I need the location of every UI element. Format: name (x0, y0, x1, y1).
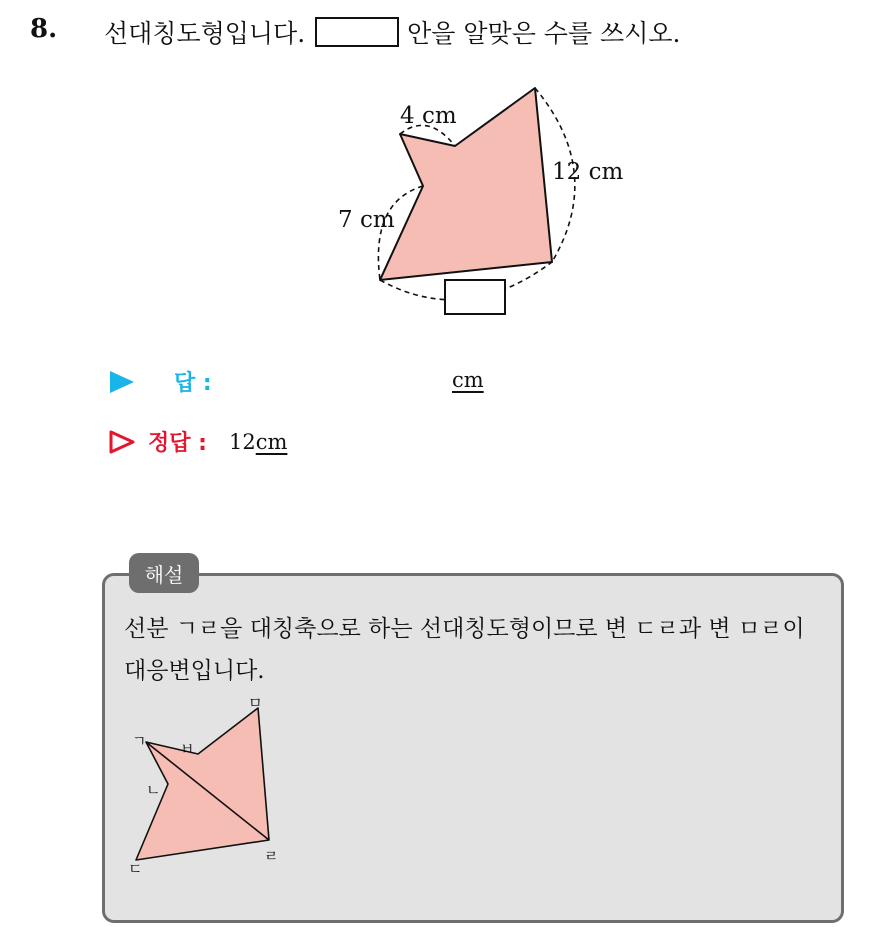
question-text (104, 14, 680, 50)
main-figure (330, 82, 640, 327)
answer-blank-box (445, 280, 505, 314)
explanation-figure (124, 694, 294, 874)
outline-play-marker-icon (108, 429, 136, 455)
vertex-label-r: ㄹ (264, 847, 279, 865)
correct-unit: cm (255, 429, 288, 454)
correct-label: 정답 : (148, 431, 207, 456)
explanation-text: 선분 ㄱㄹ을 대칭축으로 하는 선대칭도형이므로 변 ㄷㄹ과 변 ㅁㄹ이 대응변입니다. (124, 616, 805, 684)
correct-value: 12 (228, 429, 256, 454)
vertex-label-b: ㅂ (180, 740, 195, 758)
vertex-label-m: ㅁ (248, 694, 263, 712)
vertex-label-n: ㄴ (146, 781, 161, 799)
question-text-after: 안을 알맞은 수를 쓰시오. (407, 19, 681, 48)
answer-label: 답 : (174, 371, 212, 396)
question-blank-box (315, 17, 399, 47)
answer-unit: cm (452, 368, 484, 392)
correct-answer-line (108, 426, 287, 457)
label-left: 7 cm (338, 207, 395, 233)
vertex-label-d: ㄷ (128, 860, 143, 874)
question-text-before: 선대칭도형입니다. (104, 19, 306, 48)
label-right: 12 cm (552, 159, 624, 185)
answer-line (108, 366, 212, 397)
label-top: 4 cm (400, 103, 457, 129)
explanation-tab: 해설 (129, 553, 199, 593)
play-marker-icon (108, 369, 136, 395)
vertex-label-g: ㄱ (132, 732, 147, 750)
question-number: 8. (30, 14, 58, 44)
